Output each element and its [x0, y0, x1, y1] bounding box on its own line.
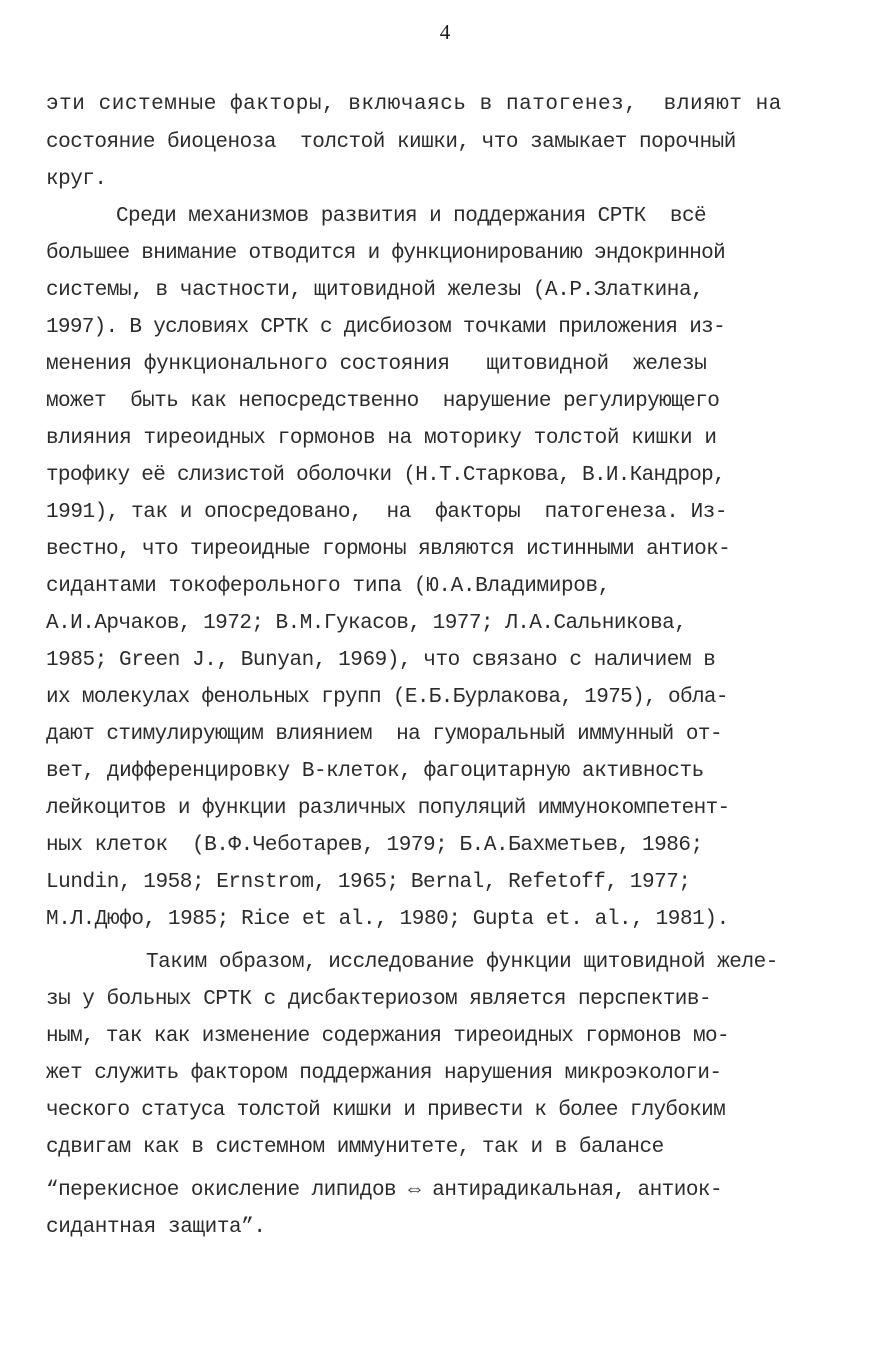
text-line: их молекулах фенольных групп (Е.Б.Бурлакова, 1975), обла-: [46, 686, 728, 709]
text-line: 1991), так и опосредовано, на факторы патогенеза. Из-: [46, 501, 728, 524]
text-line: менения функционального состояния щитовидной железы: [46, 353, 707, 376]
text-line: круг.: [46, 168, 107, 191]
text-line: 1985; Green J., Bunyan, 1969), что связано с наличием в: [46, 649, 716, 672]
text-line: эти системные факторы, включаясь в патогенез, влияют на: [46, 93, 782, 116]
text-line: ным, так как изменение содержания тиреоидных гормонов мо-: [46, 1025, 729, 1048]
text-line: трофику её слизистой оболочки (Н.Т.Старкова, В.И.Кандрор,: [46, 464, 725, 487]
text-line: Среди механизмов развития и поддержания СРТК всё: [116, 205, 707, 228]
text-line: ческого статуса толстой кишки и привести к более глубоким: [46, 1099, 725, 1122]
text-line: жет служить фактором поддержания нарушения микроэкологи-: [46, 1062, 722, 1085]
text-line: состояние биоценоза толстой кишки, что замыкает порочный: [46, 131, 736, 154]
text-line: Таким образом, исследование функции щитовидной желе-: [146, 951, 778, 974]
text-line: сидантная защита”.: [46, 1216, 266, 1239]
text-line: может быть как непосредственно нарушение регулирующего: [46, 390, 720, 413]
text-line: “перекисное окисление липидов ⇔ антирадикальная, антиок-: [46, 1179, 723, 1202]
text-line: сидантами токоферольного типа (Ю.А.Владимиров,: [46, 575, 611, 598]
text-line: А.И.Арчаков, 1972; В.М.Гукасов, 1977; Л.А.Сальникова,: [46, 612, 687, 635]
text-line: вет, дифференцировку В-клеток, фагоцитарную активность: [46, 760, 704, 783]
text-line: 1997). В условиях СРТК с дисбиозом точками приложения из-: [46, 316, 725, 339]
text-line: ных клеток (В.Ф.Чеботарев, 1979; Б.А.Бахметьев, 1986;: [46, 834, 703, 857]
page-number: 4: [439, 20, 451, 44]
text-line: вестно, что тиреоидные гормоны являются истинными антиок-: [46, 538, 731, 561]
text-line: дают стимулирующим влиянием на гуморальный иммунный от-: [46, 723, 723, 746]
text-line: М.Л.Дюфо, 1985; Rice et al., 1980; Gupta et. al., 1981).: [46, 908, 729, 931]
text-line: сдвигам как в системном иммунитете, так и в балансе: [46, 1136, 664, 1159]
text-line: Lundin, 1958; Ernstrom, 1965; Bernal, Refetoff, 1977;: [46, 871, 691, 894]
text-line: зы у больных СРТК с дисбактериозом является перспектив-: [46, 988, 712, 1011]
text-line: системы, в частности, щитовидной железы (А.Р.Златкина,: [46, 279, 704, 302]
text-line: лейкоцитов и функции различных популяций иммунокомпетент-: [46, 797, 730, 820]
text-line: влияния тиреоидных гормонов на моторику толстой кишки и: [46, 427, 717, 450]
text-line: большее внимание отводится и функционированию эндокринной: [46, 242, 725, 265]
